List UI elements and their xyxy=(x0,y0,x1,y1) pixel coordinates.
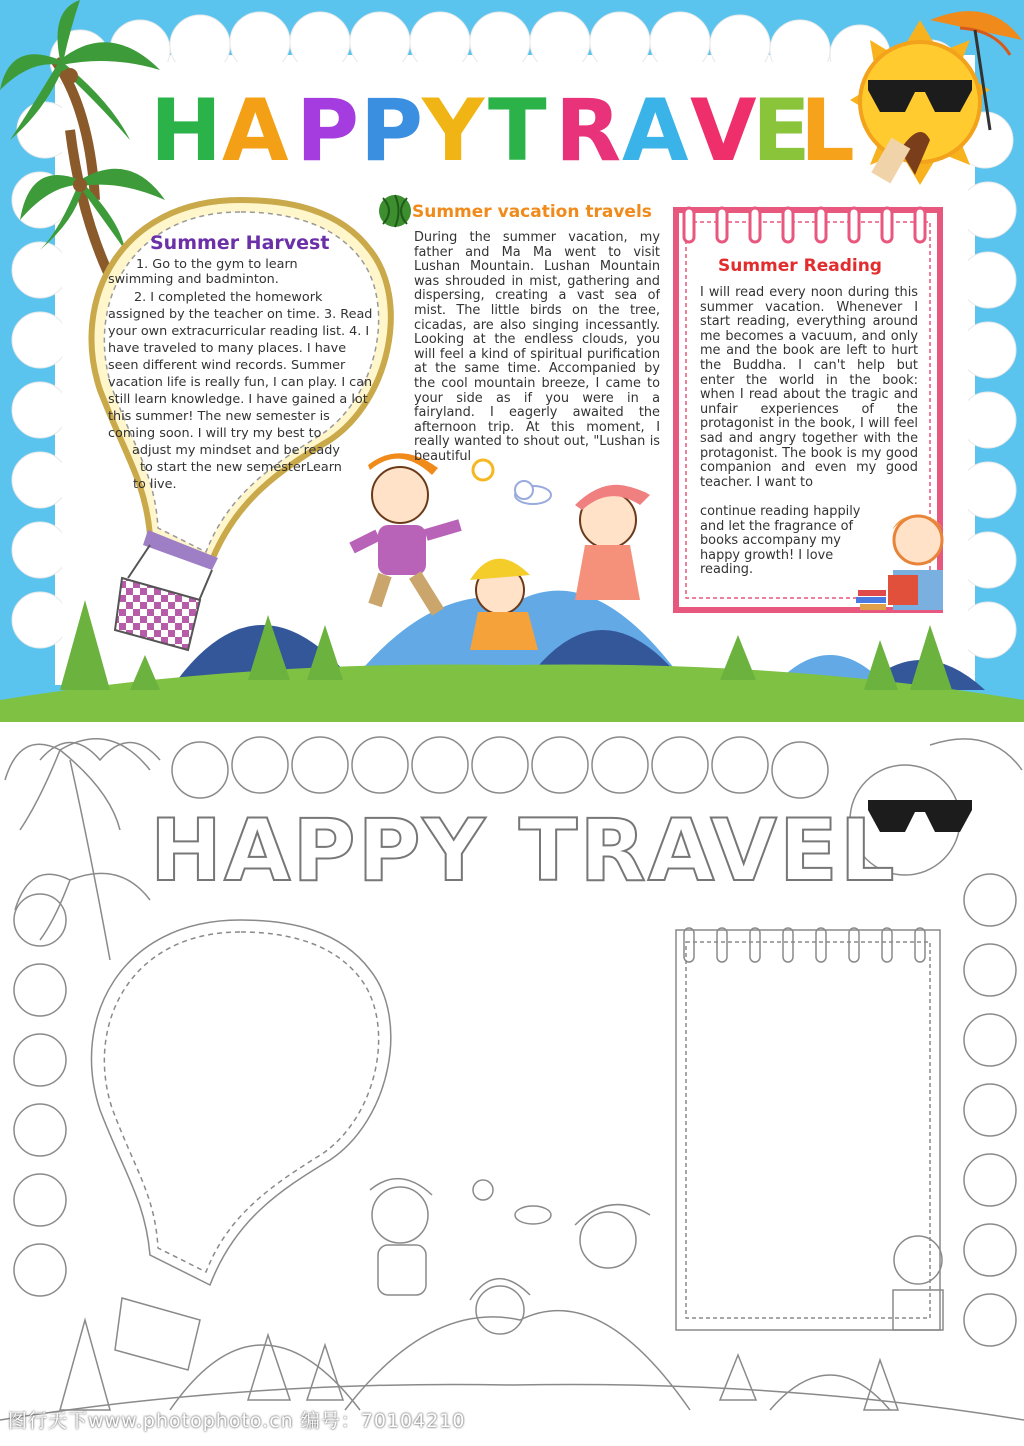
reading-line: and let the fragrance of xyxy=(700,518,854,534)
harvest-line: have traveled to many places. I have xyxy=(108,341,347,356)
harvest-line: 1. Go to the gym to learn xyxy=(136,257,298,272)
harvest-line: your own extracurricular reading list. 4. I xyxy=(108,324,370,339)
svg-text:HAPPY TRAVEL: HAPPY TRAVEL xyxy=(150,801,897,901)
harvest-line: to start the new semesterLearn xyxy=(140,460,342,475)
harvest-line: this summer! The new semester is xyxy=(108,409,330,424)
title-letter: A xyxy=(622,81,689,181)
title-letter: A xyxy=(222,81,289,181)
title-letter: P xyxy=(360,81,424,181)
harvest-line: to live. xyxy=(133,477,177,492)
travels-text: During the summer vacation, my father and Ma Ma went to visit Lushan Mountain. Lushan Mountain was shrouded in mist, gathering and dispersing, creating a vast sea of mist. The little birds on the tree, cicadas, are also singing incessantly. Looking at the endless clouds, you will feel a kind of spiritual purification at the same time. Accompanied by the cool mountain breeze, I came to your side as if you were in a fairyland. I eagerly awaited the afternoon trip. At this moment, I really wanted to shout out, "Lushan is beautiful xyxy=(414,231,660,464)
title-letter: H xyxy=(150,81,222,181)
reading-heading: Summer Reading xyxy=(718,256,882,276)
reading-line: continue reading happily xyxy=(700,504,861,519)
title-letter: V xyxy=(690,81,757,181)
harvest-line: seen different wind records. Summer xyxy=(108,358,346,373)
title-letter: R xyxy=(555,81,622,181)
reading-line: happy growth! I love xyxy=(700,547,834,563)
harvest-line: still learn knowledge. I have gained a lot xyxy=(108,392,368,407)
reading-line: books accompany my xyxy=(700,533,841,549)
harvest-line: adjust my mindset and be ready xyxy=(132,443,340,458)
title-letter: E xyxy=(752,81,811,181)
harvest-line: coming soon. I will try my best to xyxy=(108,426,322,441)
harvest-line: assigned by the teacher on time. 3. Read xyxy=(108,307,373,322)
watermark: 图行天下www.photophoto.cn 编号：70104210 xyxy=(8,1410,466,1432)
harvest-line: swimming and badminton. xyxy=(108,272,279,287)
title-letter: P xyxy=(296,81,360,181)
reading-text: I will read every noon during this summer vacation. Whenever I start reading, everything around me becomes a vacuum, and only me and the book are left to hurt the Buddha. I can't help but enter the world in the book: when I read about the tragic and unfair experiences of the protagonist in the book, I will feel sad and angry together with the protagonist. The book is my good companion and even my good teacher. I want to xyxy=(700,285,918,490)
harvest-heading: Summer Harvest xyxy=(150,232,330,254)
harvest-line: 2. I completed the homework xyxy=(134,290,323,305)
title-letter: L xyxy=(800,81,855,181)
title-letter: Y xyxy=(422,81,485,181)
travels-heading: Summer vacation travels xyxy=(412,202,652,222)
harvest-line: vacation life is really fun, I can play. I can xyxy=(108,375,373,390)
reading-line: reading. xyxy=(700,562,754,578)
title-letter: T xyxy=(488,81,547,181)
